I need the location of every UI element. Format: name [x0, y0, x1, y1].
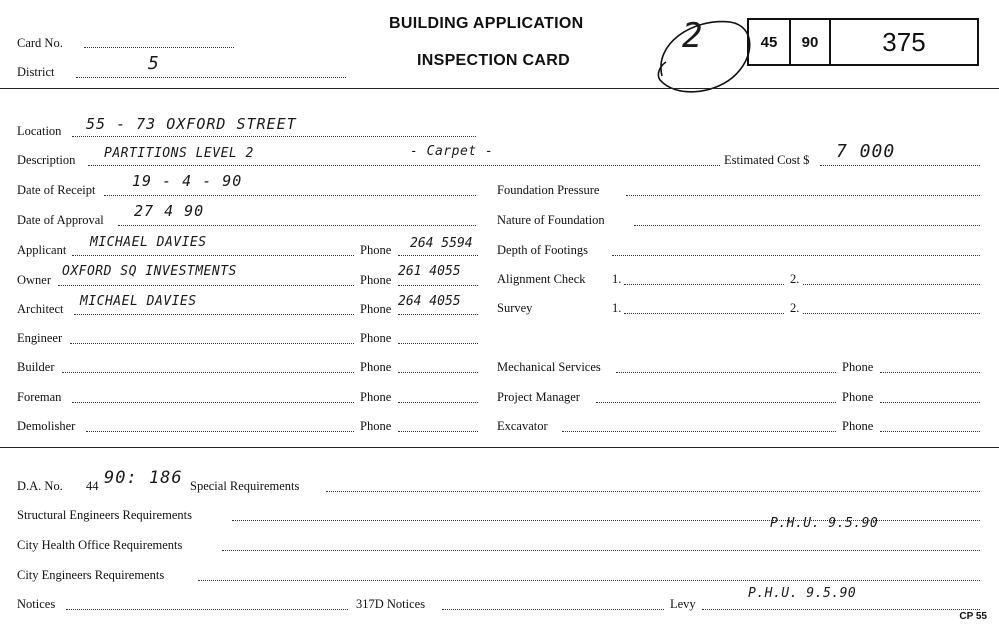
excavator-phone-label: Phone — [842, 419, 874, 433]
date-receipt-line — [104, 195, 476, 196]
architect-phone: 264 4055 — [398, 294, 461, 309]
box-a: 45 — [749, 20, 791, 64]
date-receipt-label: Date of Receipt — [17, 183, 96, 197]
project-manager-phone-label: Phone — [842, 390, 874, 404]
da-prefix: 44 — [86, 479, 99, 493]
survey-2: 2. — [790, 301, 800, 315]
date-approval-label: Date of Approval — [17, 213, 104, 227]
survey-1: 1. — [612, 301, 622, 315]
project-manager-line — [596, 402, 836, 403]
foundation-pressure-label: Foundation Pressure — [497, 183, 600, 197]
foreman-phone-line — [398, 402, 478, 403]
engineer-label: Engineer — [17, 331, 63, 345]
levy-label: Levy — [670, 597, 696, 611]
foreman-phone-label: Phone — [360, 390, 392, 404]
city-engineers-line — [198, 580, 980, 581]
description-line — [88, 165, 720, 166]
applicant-value: MICHAEL DAVIES — [90, 235, 207, 250]
description-note: - Carpet - — [410, 144, 494, 159]
notices-line — [66, 609, 348, 610]
architect-phone-label: Phone — [360, 302, 392, 316]
health-label: City Health Office Requirements — [17, 538, 183, 552]
depth-footings-line — [612, 255, 980, 256]
foundation-pressure-line — [626, 195, 980, 196]
district-label: District — [17, 65, 55, 79]
location-value: 55 - 73 OXFORD STREET — [86, 115, 297, 133]
district-value: 5 — [148, 53, 160, 74]
structural-label: Structural Engineers Requirements — [17, 508, 192, 522]
survey-2-line — [803, 313, 980, 314]
applicant-phone-line — [398, 255, 478, 256]
title-line2: INSPECTION CARD — [417, 52, 570, 69]
builder-phone-line — [398, 372, 478, 373]
owner-label: Owner — [17, 273, 52, 287]
title-line1: BUILDING APPLICATION — [389, 15, 584, 32]
applicant-label: Applicant — [17, 243, 67, 257]
foreman-line — [72, 402, 354, 403]
levy-value: P.H.U. 9.5.90 — [748, 586, 857, 601]
structural-value: P.H.U. 9.5.90 — [770, 516, 879, 531]
excavator-line — [562, 431, 836, 432]
alignment-check-label: Alignment Check — [497, 272, 586, 286]
notices-317d-label: 317D Notices — [356, 597, 426, 611]
project-manager-phone-line — [880, 402, 980, 403]
owner-phone-label: Phone — [360, 273, 392, 287]
architect-phone-line — [398, 314, 478, 315]
survey-label: Survey — [497, 301, 533, 315]
levy-line — [702, 609, 980, 610]
description-value: PARTITIONS LEVEL 2 — [104, 146, 254, 161]
district-line — [76, 77, 346, 78]
location-line — [72, 136, 476, 137]
engineer-phone-line — [398, 343, 478, 344]
description-label: Description — [17, 153, 76, 167]
estimated-cost-value: 7 000 — [836, 141, 896, 162]
builder-label: Builder — [17, 360, 55, 374]
estimated-cost-line — [820, 165, 980, 166]
box-c: 375 — [882, 26, 926, 57]
location-label: Location — [17, 124, 62, 138]
applicant-phone: 264 5594 — [410, 236, 473, 251]
demolisher-line — [86, 431, 354, 432]
excavator-label: Excavator — [497, 419, 548, 433]
architect-value: MICHAEL DAVIES — [80, 294, 197, 309]
header-rule — [0, 88, 999, 89]
builder-line — [62, 372, 354, 373]
da-label: D.A. No. — [17, 479, 63, 493]
card-no-label: Card No. — [17, 36, 63, 50]
demolisher-phone-line — [398, 431, 478, 432]
architect-label: Architect — [17, 302, 64, 316]
demolisher-phone-label: Phone — [360, 419, 392, 433]
owner-value: OXFORD SQ INVESTMENTS — [62, 264, 237, 279]
foreman-label: Foreman — [17, 390, 62, 404]
mechanical-phone-label: Phone — [842, 360, 874, 374]
estimated-cost-label: Estimated Cost $ — [724, 153, 810, 167]
demolisher-label: Demolisher — [17, 419, 76, 433]
survey-1-line — [624, 313, 784, 314]
project-manager-label: Project Manager — [497, 390, 580, 404]
special-requirements-line — [326, 491, 980, 492]
circled-mark-value: 2 — [682, 16, 704, 56]
health-line — [222, 550, 980, 551]
alignment-check-1: 1. — [612, 272, 622, 286]
owner-line — [58, 285, 354, 286]
da-value: 90: 186 — [104, 468, 183, 488]
middle-rule — [0, 447, 999, 448]
excavator-phone-line — [880, 431, 980, 432]
applicant-line — [72, 255, 354, 256]
depth-footings-label: Depth of Footings — [497, 243, 588, 257]
nature-foundation-line — [634, 225, 980, 226]
builder-phone-label: Phone — [360, 360, 392, 374]
applicant-phone-label: Phone — [360, 243, 392, 257]
card-no-line — [84, 47, 234, 48]
engineer-phone-label: Phone — [360, 331, 392, 345]
owner-phone-line — [398, 285, 478, 286]
owner-phone: 261 4055 — [398, 264, 461, 279]
notices-317d-line — [442, 609, 664, 610]
alignment-check-2-line — [803, 284, 980, 285]
special-requirements-label: Special Requirements — [190, 479, 300, 493]
notices-label: Notices — [17, 597, 56, 611]
form-code: CP 55 — [959, 611, 987, 622]
date-approval-line — [118, 225, 476, 226]
architect-line — [74, 314, 354, 315]
mechanical-phone-line — [880, 372, 980, 373]
mechanical-label: Mechanical Services — [497, 360, 601, 374]
engineer-line — [70, 343, 354, 344]
box-b: 90 — [791, 20, 831, 64]
city-engineers-label: City Engineers Requirements — [17, 568, 165, 582]
nature-foundation-label: Nature of Foundation — [497, 213, 605, 227]
card-number-box — [747, 18, 979, 66]
mechanical-line — [616, 372, 836, 373]
date-receipt-value: 19 - 4 - 90 — [132, 172, 243, 190]
alignment-check-1-line — [624, 284, 784, 285]
alignment-check-2: 2. — [790, 272, 800, 286]
date-approval-value: 27 4 90 — [134, 202, 205, 220]
